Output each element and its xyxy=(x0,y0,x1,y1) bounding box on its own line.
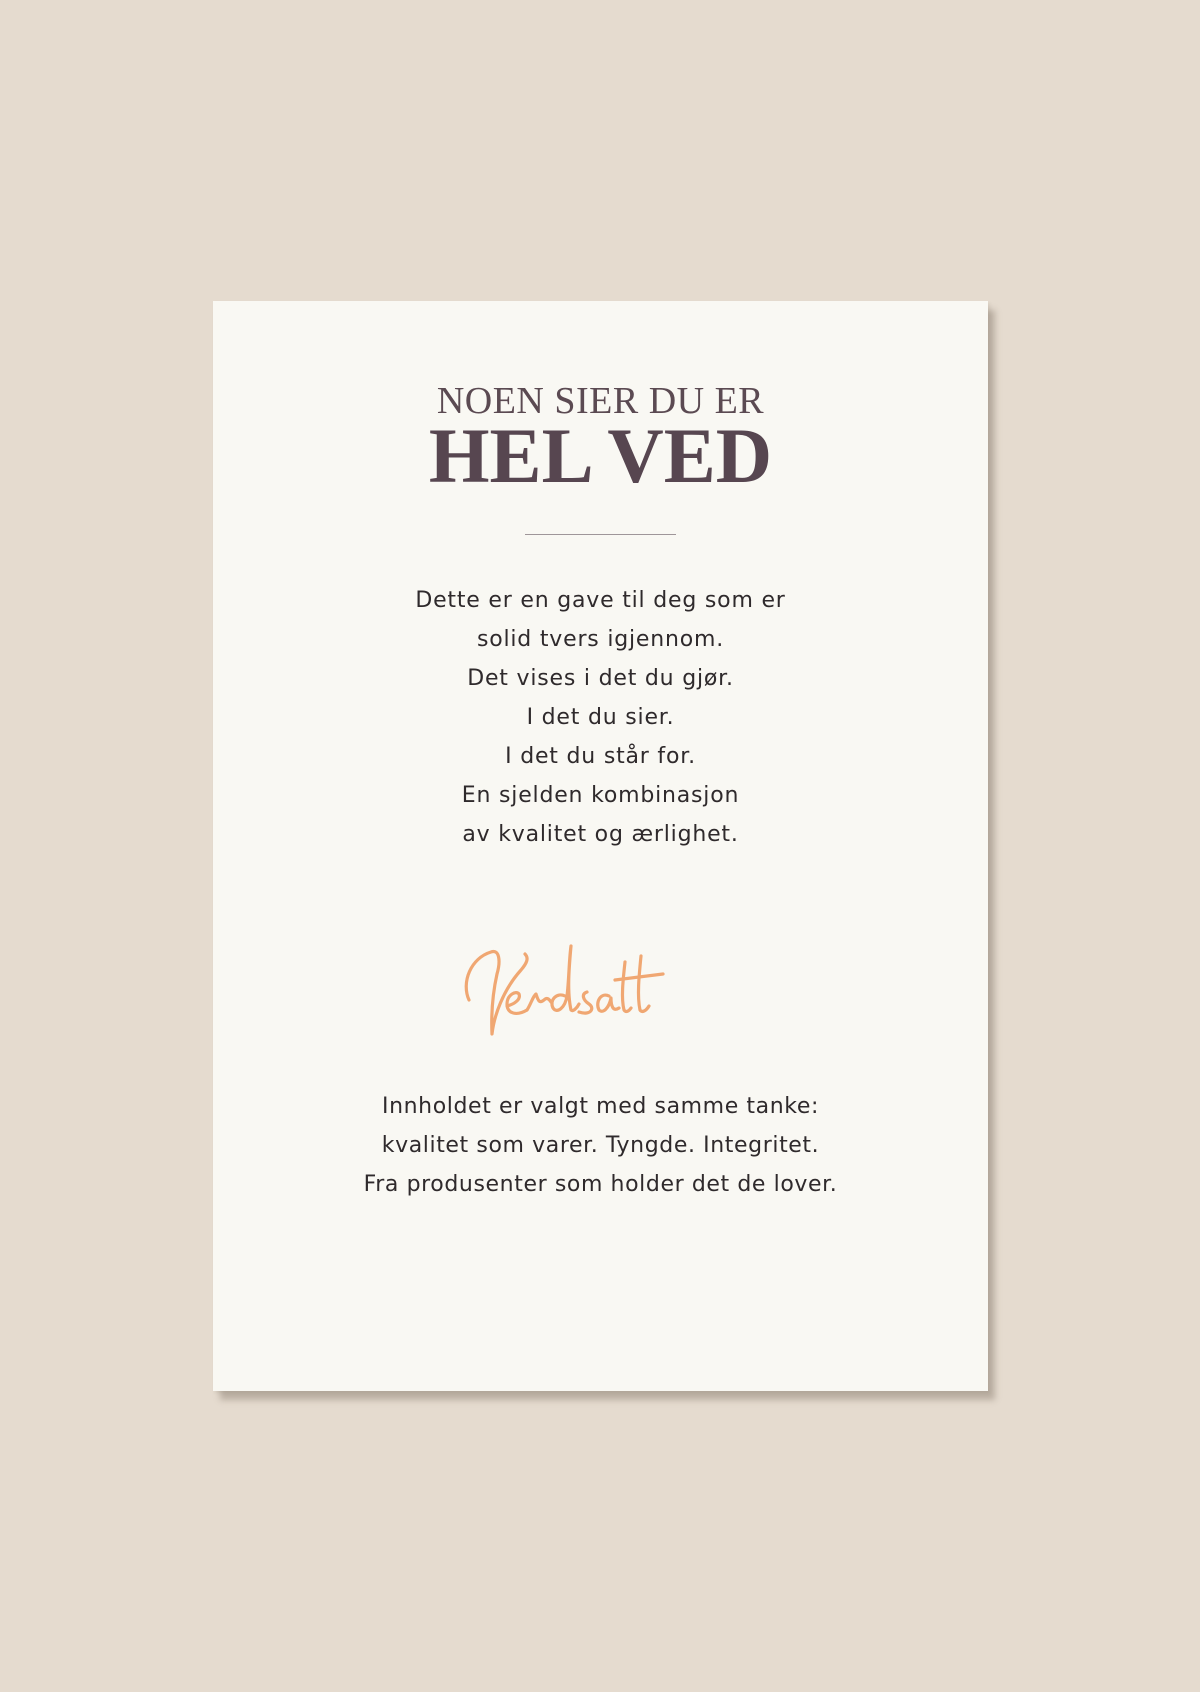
poem-line: I det du sier. xyxy=(526,705,675,730)
greeting-card xyxy=(213,301,988,1391)
poem-line: I det du står for. xyxy=(505,744,696,769)
title-divider xyxy=(525,534,676,535)
poem-line: solid tvers igjennom. xyxy=(476,627,725,652)
poem-line: av kvalitet og ærlighet. xyxy=(462,822,739,847)
poem-text xyxy=(213,581,988,854)
closing-text xyxy=(213,1087,988,1204)
card-kicker: NOEN SIER DU ER xyxy=(436,380,765,422)
signature-script-icon xyxy=(441,932,671,1042)
signature-logo xyxy=(441,932,671,1042)
closing-line: Fra produsenter som holder det de lover. xyxy=(363,1172,838,1197)
closing-line: Innholdet er valgt med samme tanke: xyxy=(382,1094,819,1119)
card-headline: HEL VED xyxy=(428,412,773,499)
poem-line: En sjelden kombinasjon xyxy=(461,783,740,808)
poem-line: Dette er en gave til deg som er xyxy=(415,588,786,613)
closing-line: kvalitet som varer. Tyngde. Integritet. xyxy=(381,1133,820,1158)
poem-line: Det vises i det du gjør. xyxy=(467,666,734,691)
